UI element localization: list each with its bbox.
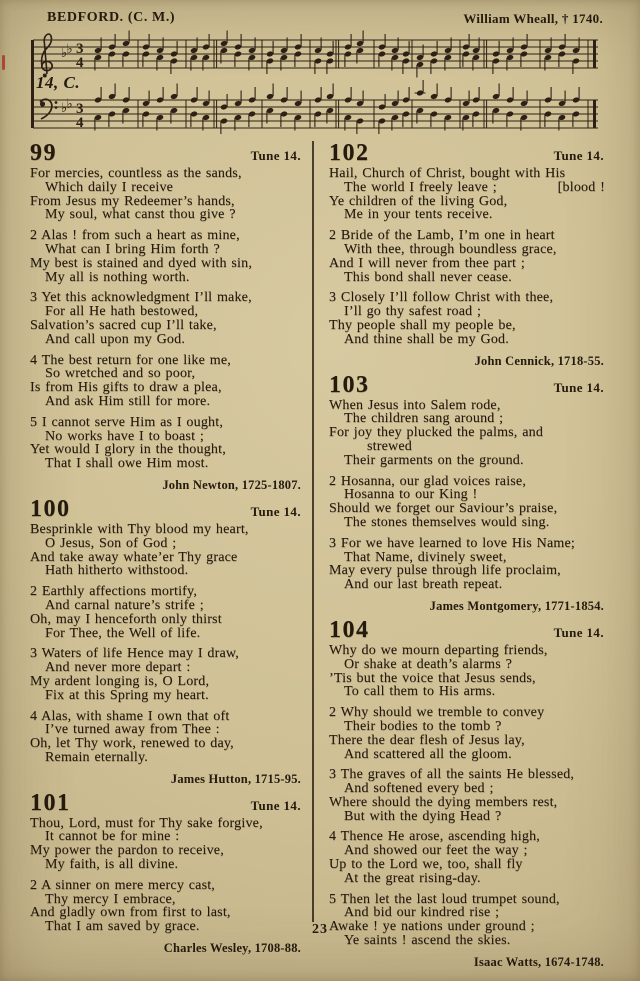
verse-line: 2 Why should we tremble to convey <box>329 705 545 721</box>
bass-clef-icon <box>55 101 58 104</box>
verse-line: strewed <box>367 438 412 454</box>
composer-credit: William Wheall, † 1740. <box>463 11 603 26</box>
verse-line: And I will never from thee part ; <box>329 255 525 271</box>
time-signature: 4 <box>76 115 84 131</box>
verse-1 <box>329 167 607 222</box>
verse-line: And scattered all the gloom. <box>344 746 512 762</box>
hymn-header <box>329 617 607 643</box>
music-score <box>0 26 640 144</box>
verse-line: At the great rising-day. <box>344 870 481 886</box>
verse-line: The world I freely leave ; [blood ! <box>344 179 605 195</box>
hymn-number: 102 <box>329 140 370 166</box>
hymn-number: 101 <box>30 789 71 816</box>
verse-line: The children sang around ; <box>344 411 504 427</box>
verse-4 <box>30 354 304 409</box>
verse-line: 3 Yet this acknowledgment I’ll make, <box>30 290 252 306</box>
verse-line: The stones themselves would sing. <box>344 514 550 530</box>
verse-2 <box>30 585 304 640</box>
verse-line: 2 Alas ! from such a heart as mine, <box>30 228 240 244</box>
verse-line: And never more depart : <box>45 660 191 676</box>
hymn-100 <box>30 496 304 786</box>
verse-line: That Name, divinely sweet, <box>344 549 507 565</box>
verse-line: Salvation’s sacred cup I’ll take, <box>30 317 217 333</box>
verse-line: And our last breath repeat. <box>344 577 503 593</box>
hymn-number: 104 <box>329 616 370 643</box>
attribution: Charles Wesley, 1708-88. <box>163 941 301 956</box>
attribution: John Newton, 1725-1807. <box>162 477 301 492</box>
verse-line: From Jesus my Redeemer’s hands, <box>30 193 235 209</box>
left-column <box>30 140 304 958</box>
verse-line: And thine shall be my God. <box>344 331 509 347</box>
verse-line: And ask Him still for more. <box>45 393 211 409</box>
tune-reference: Tune 14. <box>250 503 301 519</box>
verse-line: But with the dying Head ? <box>344 808 502 824</box>
verse-line: Or shake at death’s alarms ? <box>344 656 513 672</box>
verse-line: What can I bring Him forth ? <box>45 241 220 257</box>
hymn-99 <box>30 140 304 492</box>
verse-line: 4 The best return for one like me, <box>30 352 231 368</box>
verse-line: And call upon my God. <box>45 331 186 347</box>
final-barline <box>593 100 596 128</box>
verse-line: My all is nothing worth. <box>45 269 190 285</box>
verse-5 <box>30 416 304 471</box>
verse-line: 3 Closely I’ll follow Christ with thee, <box>329 290 554 306</box>
right-column <box>329 140 607 972</box>
tune-number-label: 14, C. <box>36 73 81 92</box>
verse-line: For mercies, countless as the sands, <box>30 166 242 181</box>
verse-line: I’ve turned away from Thee : <box>45 722 220 738</box>
attribution: James Montgomery, 1771-1854. <box>429 598 604 613</box>
hymn-header <box>30 140 304 166</box>
flat-sign: ♭ <box>61 101 68 116</box>
hymn-header <box>30 496 304 522</box>
verse-line: Up to the Lord we, too, shall fly <box>329 857 523 873</box>
verse-line: 5 Then let the last loud trumpet sound, <box>329 891 560 907</box>
page-number: 23 <box>312 922 328 937</box>
flat-sign: ♭ <box>61 46 68 61</box>
verse-line: Thy mercy I embrace, <box>45 891 176 907</box>
verse-line: And bid our kindred rise ; <box>344 905 500 921</box>
verse-line: Thy people shall my people be, <box>329 317 516 333</box>
catchword: [blood ! <box>557 179 605 195</box>
verse-line: For joy they plucked the palms, and <box>329 425 544 441</box>
hymn-number: 100 <box>30 495 71 522</box>
verse-3 <box>329 291 607 346</box>
verse-line: 3 Waters of life Hence may I draw, <box>30 646 239 662</box>
verse-2 <box>30 229 304 284</box>
time-signature: 4 <box>76 55 84 71</box>
hymn-number: 103 <box>329 371 370 398</box>
verse-line: Why do we mourn departing friends, <box>329 642 548 658</box>
tune-reference: Tune 14. <box>553 148 604 163</box>
time-signature: 3 <box>76 41 84 57</box>
attribution: Isaac Watts, 1674-1748. <box>473 954 604 969</box>
verse-line: Hath hitherto withstood. <box>45 563 189 579</box>
verse-line: 4 Alas, with shame I own that oft <box>30 708 230 724</box>
verse-line: Hail, Church of Christ, bought with His <box>329 166 566 181</box>
verse-1 <box>30 817 304 872</box>
verse-line: And gladly own from first to last, <box>30 905 231 921</box>
verse-line: Should we forget our Saviour’s praise, <box>329 501 558 517</box>
verse-line: When Jesus into Salem rode, <box>329 397 501 413</box>
hymn-header <box>329 372 607 398</box>
tune-reference: Tune 14. <box>553 379 604 395</box>
verse-line: Is from His gifts to draw a plea, <box>30 380 222 396</box>
verse-1 <box>329 644 607 699</box>
verse-line: My power the pardon to receive, <box>30 843 224 859</box>
verse-line: Remain eternally. <box>45 749 149 765</box>
tune-reference: Tune 14. <box>250 148 301 163</box>
verse-line: Ye children of the living God, <box>329 193 508 209</box>
attribution: John Cennick, 1718-55. <box>474 353 604 368</box>
flat-sign: ♭ <box>66 97 73 112</box>
verse-line: That I shall owe Him most. <box>45 456 209 472</box>
flat-sign: ♭ <box>66 42 73 57</box>
verse-2 <box>329 706 607 761</box>
column-divider <box>312 141 314 922</box>
verse-line: For Thee, the Well of life. <box>45 625 201 641</box>
verse-3 <box>329 537 607 592</box>
verse-5 <box>329 893 607 948</box>
verse-line: This bond shall never cease. <box>344 269 512 285</box>
verse-line: With thee, through boundless grace, <box>344 241 557 257</box>
verse-line: 3 The graves of all the saints He blessed, <box>329 767 575 783</box>
hymn-103 <box>329 372 607 613</box>
verse-1 <box>329 399 607 468</box>
verse-line: It cannot be for mine : <box>45 829 180 845</box>
verse-line: 2 Hosanna, our glad voices raise, <box>329 473 527 489</box>
verse-line: 2 Earthly affections mortify, <box>30 584 198 600</box>
verse-line: Besprinkle with Thy blood my heart, <box>30 521 249 537</box>
verse-line: For all He hath bestowed, <box>45 304 199 320</box>
verse-line: And softened every bed ; <box>344 781 494 797</box>
attribution: James Hutton, 1715-95. <box>170 771 301 786</box>
verse-line: Awake ! ye nations under ground ; <box>329 919 535 935</box>
verse-line: Thou, Lord, must for Thy sake forgive, <box>30 815 263 831</box>
verse-line: My soul, what canst thou give ? <box>45 207 236 223</box>
hymn-number: 99 <box>30 140 57 166</box>
verse-line: Hosanna to our King ! <box>344 487 478 503</box>
verse-line: May every pulse through life proclaim, <box>329 563 561 579</box>
tune-name-heading: BEDFORD. (C. M.) <box>47 10 176 25</box>
hymn-102 <box>329 140 607 368</box>
verse-line: So wretched and so poor, <box>45 366 196 382</box>
verse-3 <box>30 291 304 346</box>
time-signature: 3 <box>76 101 84 117</box>
tune-reference: Tune 14. <box>250 797 301 813</box>
verse-4 <box>329 830 607 885</box>
tune-reference: Tune 14. <box>553 624 604 640</box>
verse-4 <box>30 710 304 765</box>
verse-2 <box>329 229 607 284</box>
verse-line: Which daily I receive <box>45 179 174 195</box>
verse-line: To call them to His arms. <box>344 684 496 700</box>
verse-line: 3 For we have learned to love His Name; <box>329 535 575 551</box>
verse-line: That I am saved by grace. <box>45 919 200 935</box>
verse-line: My best is stained and dyed with sin, <box>30 255 253 271</box>
verse-2 <box>329 475 607 530</box>
music-notation <box>0 26 640 144</box>
system-barline <box>31 40 34 128</box>
verse-line: Where should the dying members rest, <box>329 794 558 810</box>
verse-line: 2 A sinner on mere mercy cast, <box>30 877 216 893</box>
verse-line: 4 Thence He arose, ascending high, <box>329 829 540 845</box>
verse-line: O Jesus, Son of God ; <box>45 535 177 551</box>
verse-line: 5 I cannot serve Him as I ought, <box>30 414 224 430</box>
verse-line: No works have I to boast ; <box>45 428 204 444</box>
verse-line: Oh, let Thy work, renewed to day, <box>30 736 234 752</box>
verse-line: Oh, may I henceforth only thirst <box>30 611 222 627</box>
verse-line: And showed our feet the way ; <box>344 843 528 859</box>
hymn-header <box>329 140 607 166</box>
verse-3 <box>329 768 607 823</box>
verse-1 <box>30 523 304 578</box>
hymn-104 <box>329 617 607 969</box>
verse-line: I’ll go thy safest road ; <box>344 304 482 320</box>
verse-line: Yet would I glory in the thought, <box>30 442 226 458</box>
verse-line: And carnal nature’s strife ; <box>45 597 204 613</box>
verse-line: ’Tis but the voice that Jesus sends, <box>329 670 536 686</box>
verse-line: Ye saints ! ascend the skies. <box>344 933 511 949</box>
verse-line: Me in your tents receive. <box>344 207 493 223</box>
verse-line: There the dear flesh of Jesus lay, <box>329 732 525 748</box>
verse-line: Their bodies to the tomb ? <box>344 718 502 734</box>
verse-line: 2 Bride of the Lamb, I’m one in heart <box>329 228 555 244</box>
hymn-header <box>30 790 304 816</box>
verse-line: My faith, is all divine. <box>45 857 179 873</box>
verse-3 <box>30 647 304 702</box>
verse-line: Fix at this Spring my heart. <box>45 687 209 703</box>
verse-1 <box>30 167 304 222</box>
verse-line: Their garments on the ground. <box>344 452 524 468</box>
verse-line: My ardent longing is, O Lord, <box>30 673 210 689</box>
verse-line: And take away whate’er Thy grace <box>30 549 238 565</box>
final-barline <box>593 40 596 68</box>
bass-clef-icon <box>55 106 58 109</box>
